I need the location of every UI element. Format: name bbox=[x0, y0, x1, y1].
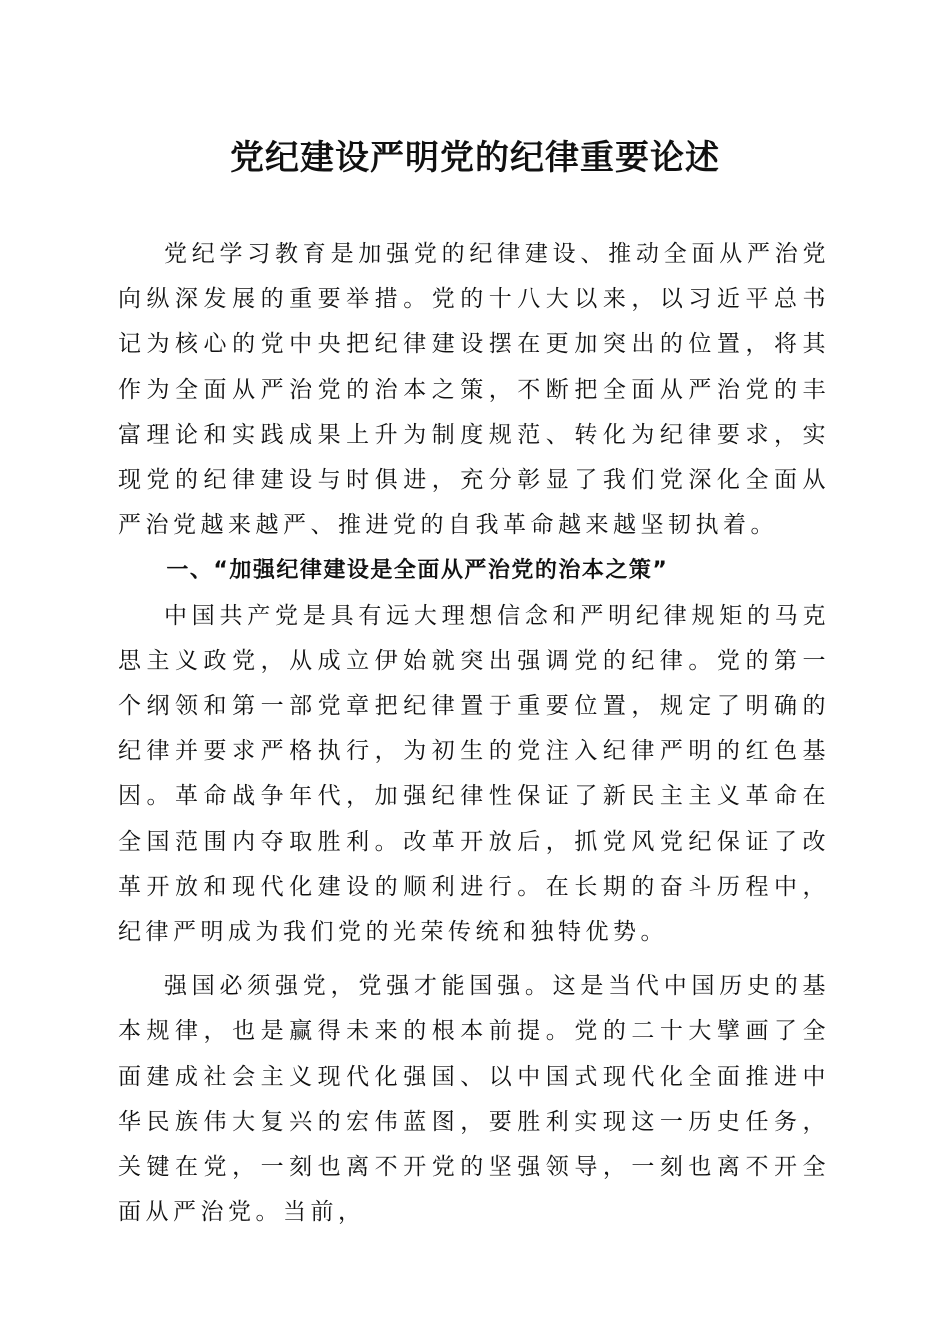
body-paragraph: 中国共产党是具有远大理想信念和严明纪律规矩的马克思主义政党，从成立伊始就突出强调党的纪律。党的第一个纲领和第一部党章把纪律置于重要位置，规定了明确的纪律并要求严格执行，为初生的党注入纪律严明的红色基因。革命战争年代，加强纪律性保证了新民主主义革命在全国范围内夺取胜利。改革开放后，抓党风党纪保证了改革开放和现代化建设的顺利进行。在长期的奋斗历程中，纪律严明成为我们党的光荣传统和独特优势。 bbox=[118, 602, 830, 946]
body-paragraph: 强国必须强党，党强才能国强。这是当代中国历史的基本规律，也是赢得未来的根本前提。党的二十大擘画了全面建成社会主义现代化强国、以中国式现代化全面推进中华民族伟大复兴的宏伟蓝图，要胜利实现这一历史任务，关键在党，一刻也离不开党的坚强领导，一刻也离不开全面从严治党。当前， bbox=[118, 973, 830, 1226]
intro-paragraph: 党纪学习教育是加强党的纪律建设、推动全面从严治党向纵深发展的重要举措。党的十八大以来，以习近平总书记为核心的党中央把纪律建设摆在更加突出的位置，将其作为全面从严治党的治本之策，不断把全面从严治党的丰富理论和实践成果上升为制度规范、转化为纪律要求，实现党的纪律建设与时俱进，充分彰显了我们党深化全面从严治党越来越严、推进党的自我革命越来越坚韧执着。 bbox=[118, 241, 830, 539]
document-title: 党纪建设严明党的纪律重要论述 bbox=[230, 138, 720, 178]
section-heading: 一、“加强纪律建设是全面从严治党的治本之策” bbox=[166, 558, 669, 584]
document-body bbox=[118, 232, 830, 1235]
